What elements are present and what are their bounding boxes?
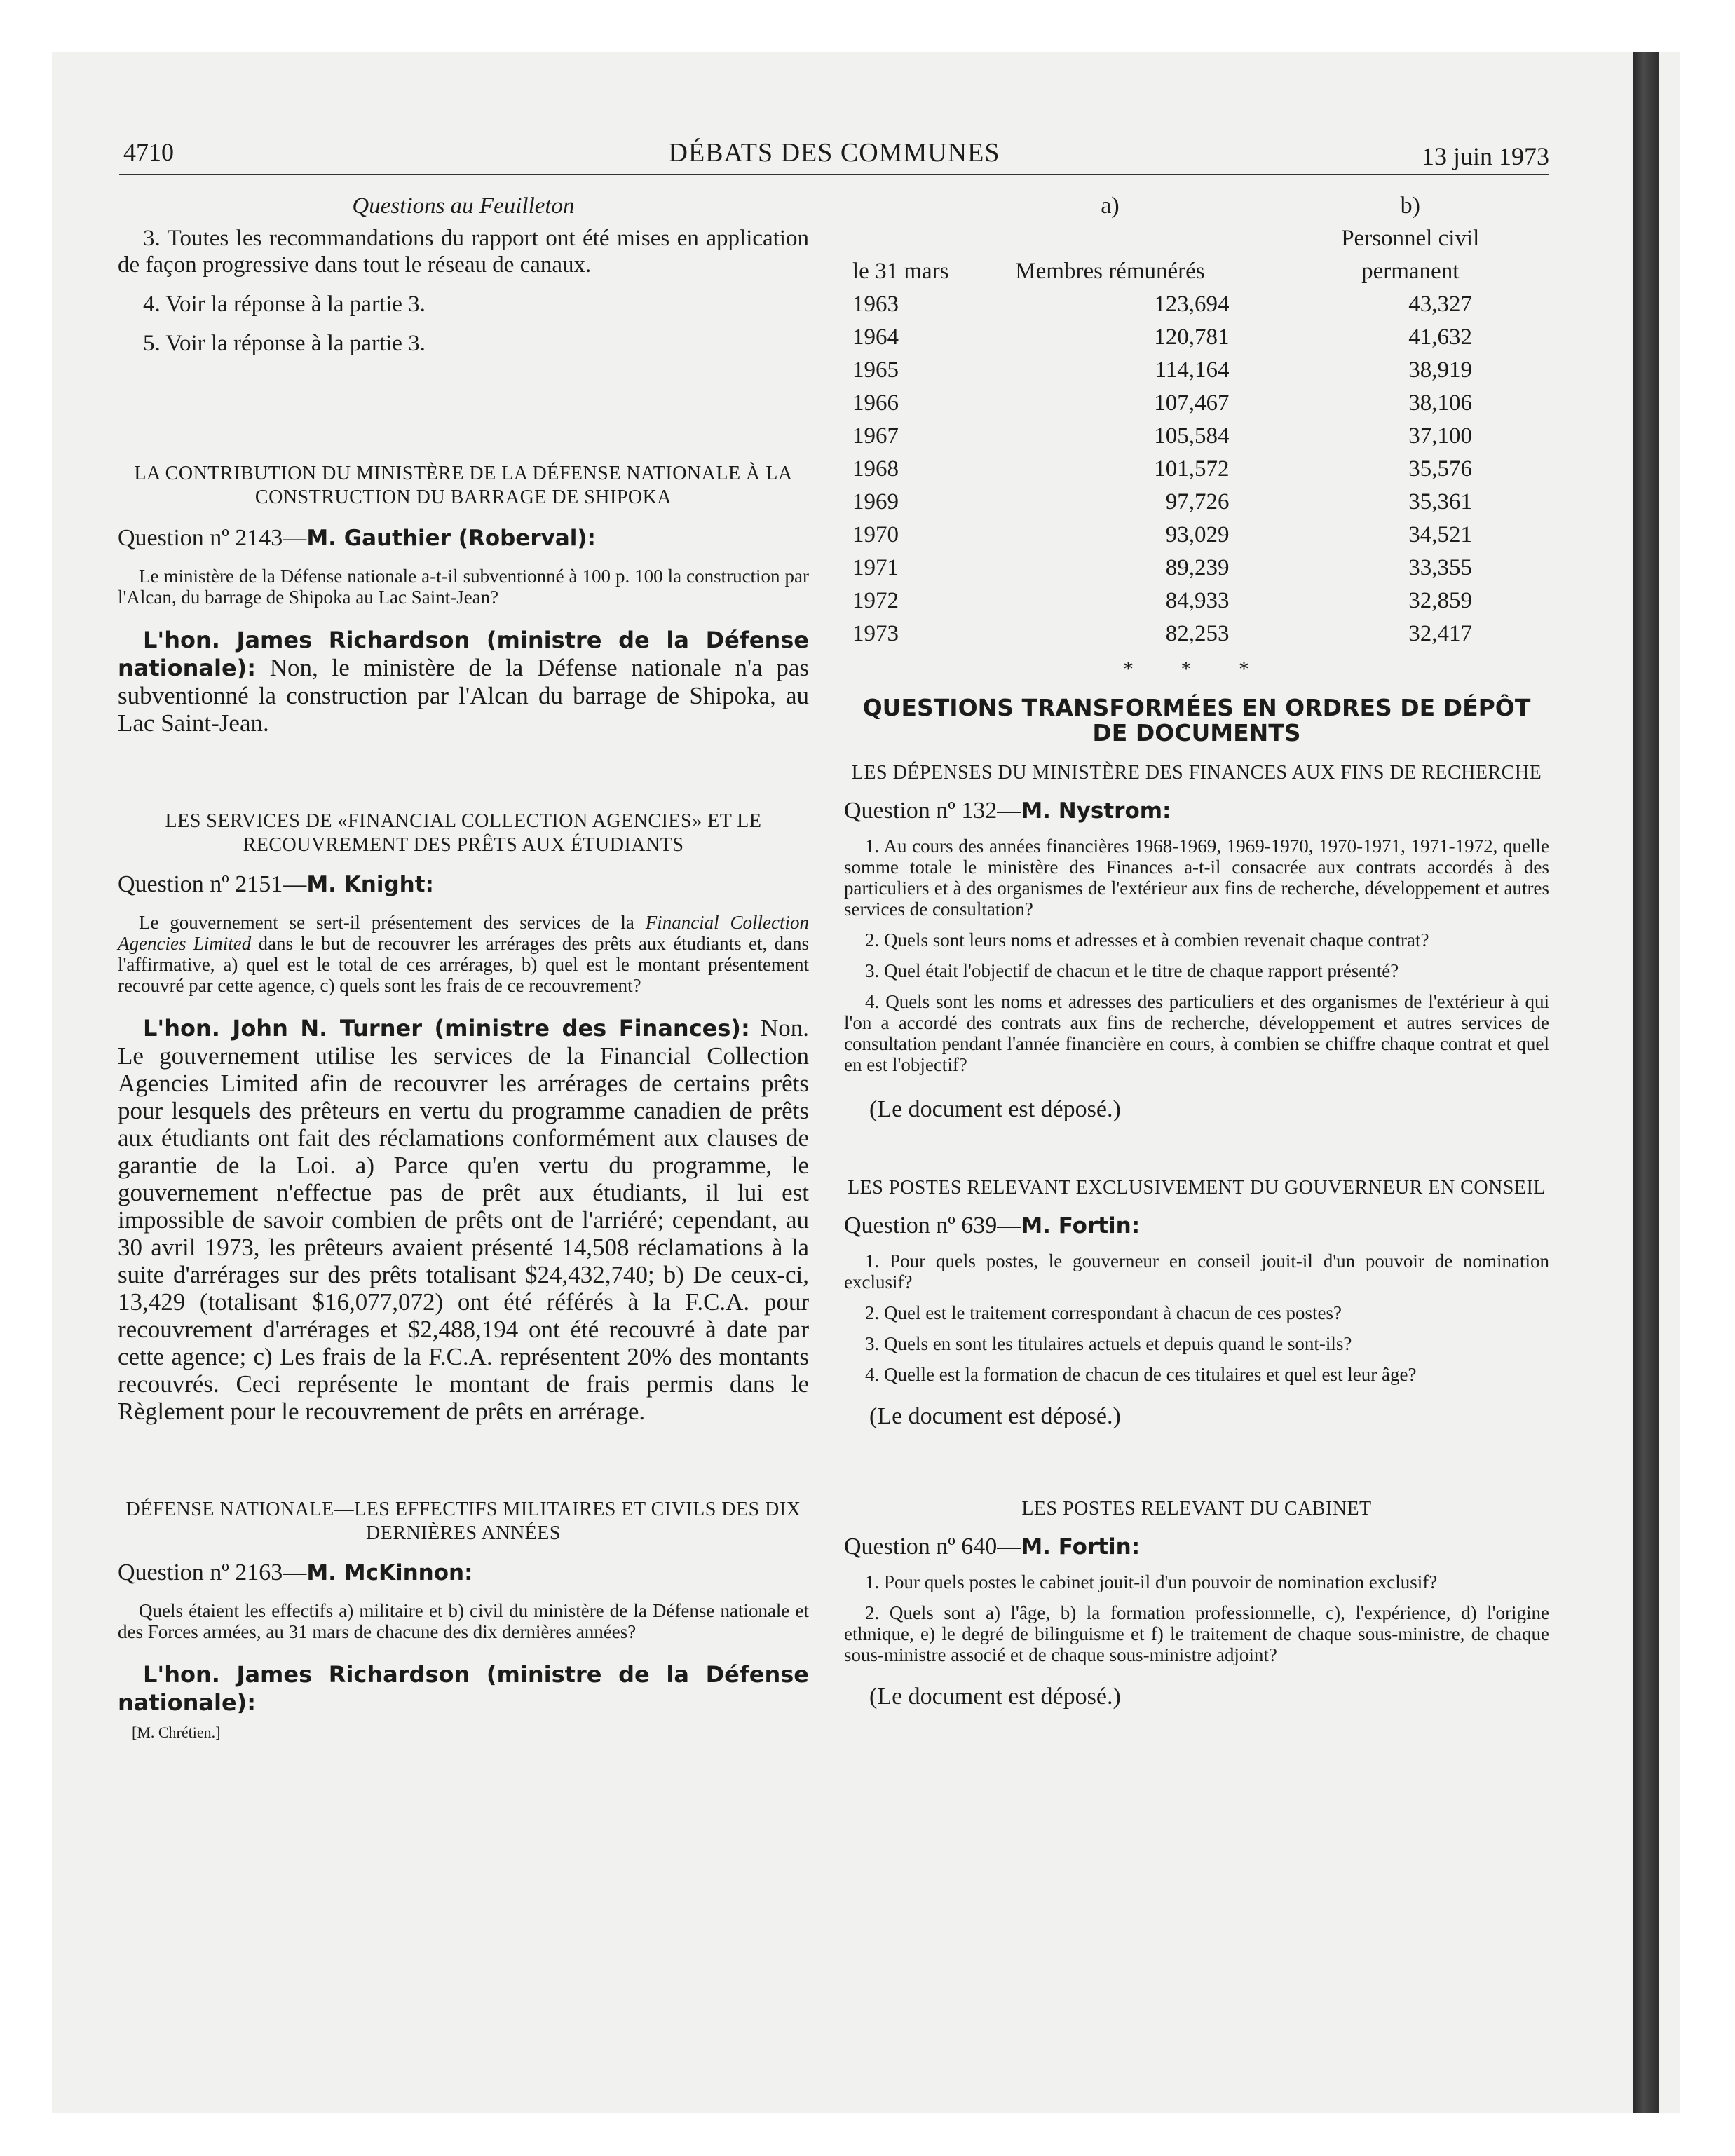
- publication-date: 13 juin 1973: [1421, 142, 1549, 170]
- question-member: M. Fortin:: [1021, 1534, 1141, 1560]
- question-items: [844, 835, 1549, 1075]
- members-paid-cell: 114,164: [1155, 357, 1230, 383]
- question-line: [118, 525, 809, 552]
- question-items: [844, 1571, 1549, 1665]
- question-line: [844, 1213, 1549, 1239]
- question-member: M. Fortin:: [1021, 1213, 1141, 1239]
- table-header-row: [844, 222, 1549, 255]
- table-row: [844, 288, 1549, 321]
- members-paid-cell: 107,467: [1154, 390, 1230, 416]
- members-paid-cell: 93,029: [1165, 522, 1230, 547]
- civilian-staff-cell: 41,632: [1408, 325, 1472, 350]
- page-number: 4710: [123, 138, 174, 166]
- table-row: [844, 519, 1549, 552]
- question-text-part: dans le but de recouvrer les arrérages des prêts aux étudiants et, dans l'affirmative, a) quel est le total de ces arrérages, b) quel est le montant présentement recouvré par cette agence, c) quels sont les frais de ce recouvrement?: [118, 933, 809, 996]
- section-heading: DÉFENSE NATIONALE—LES EFFECTIFS MILITAIRES ET CIVILS DES DIX DERNIÈRES ANNÉES: [125, 1499, 801, 1544]
- year-cell: 1971: [852, 555, 899, 580]
- year-cell: 1970: [852, 522, 899, 547]
- table-column-header: permanent: [1361, 259, 1460, 284]
- answer-text: [118, 626, 809, 737]
- question-number: Question nº 639—: [844, 1213, 1021, 1239]
- question-item: 1. Pour quels postes, le gouverneur en conseil jouit-il d'un pouvoir de nomination exclusif?: [844, 1250, 1549, 1292]
- section-heading: LES DÉPENSES DU MINISTÈRE DES FINANCES AUX FINS DE RECHERCHE: [851, 762, 1542, 784]
- table-column-header: Membres rémunérés: [1015, 259, 1205, 284]
- section-heading: LES POSTES RELEVANT EXCLUSIVEMENT DU GOUVERNEUR EN CONSEIL: [848, 1177, 1546, 1199]
- question-item: 2. Quels sont a) l'âge, b) la formation professionnelle, c), l'expérience, d) l'origine ethnique, e) le degré de bilinguisme et f) le traitement de chaque sous-ministre, de chaque sous-ministre associé et de chaque sous-ministre adjoint?: [844, 1602, 1549, 1665]
- question-line: [844, 1534, 1549, 1560]
- civilian-staff-cell: 35,361: [1408, 489, 1472, 514]
- section-heading: LES SERVICES DE «FINANCIAL COLLECTION AGENCIES» ET LE RECOUVREMENT DES PRÊTS AUX ÉTUDIANTS: [165, 810, 762, 856]
- year-cell: 1969: [852, 489, 899, 514]
- right-column: [844, 189, 1549, 1710]
- table-column-label: a): [1101, 192, 1120, 219]
- question-line: [844, 798, 1549, 824]
- answer-speaker: L'hon. James Richardson (ministre de la Défense nationale):: [118, 1661, 809, 1716]
- question-line: [118, 871, 809, 898]
- members-paid-cell: 97,726: [1165, 489, 1230, 514]
- question-number: Question nº 2143—: [118, 525, 307, 551]
- question-item: 1. Pour quels postes le cabinet jouit-il d'un pouvoir de nomination exclusif?: [865, 1571, 1438, 1592]
- table-column-header: Personnel civil: [1341, 226, 1480, 251]
- question-item: 3. Quels en sont les titulaires actuels et depuis quand le sont-ils?: [865, 1333, 1352, 1354]
- section-heading: LA CONTRIBUTION DU MINISTÈRE DE LA DÉFENSE NATIONALE À LA CONSTRUCTION DU BARRAGE DE SHIPOKA: [134, 463, 793, 508]
- major-heading: QUESTIONS TRANSFORMÉES EN ORDRES DE DÉPÔT DE DOCUMENTS: [862, 694, 1531, 746]
- separator-stars: * * *: [1123, 657, 1270, 681]
- year-cell: 1963: [852, 292, 899, 317]
- members-paid-cell: 82,253: [1165, 621, 1230, 646]
- deposit-note: (Le document est déposé.): [869, 1403, 1121, 1429]
- members-paid-cell: 123,694: [1154, 292, 1230, 317]
- table-row: [844, 453, 1549, 486]
- paragraph: 4. Voir la réponse à la partie 3.: [143, 292, 426, 317]
- civilian-staff-cell: 32,417: [1408, 621, 1472, 646]
- civilian-staff-cell: 32,859: [1408, 588, 1472, 613]
- civilian-staff-cell: 37,100: [1408, 423, 1472, 449]
- civilian-staff-cell: 35,576: [1408, 456, 1472, 482]
- year-cell: 1966: [852, 390, 899, 416]
- members-paid-cell: 120,781: [1154, 325, 1230, 350]
- table-row: [844, 420, 1549, 453]
- paragraph: 5. Voir la réponse à la partie 3.: [143, 331, 426, 356]
- question-item: 2. Quels sont leurs noms et adresses et à combien revenait chaque contrat?: [865, 929, 1429, 950]
- table-row: [844, 552, 1549, 585]
- year-cell: 1972: [852, 588, 899, 613]
- question-member: M. Knight:: [306, 872, 434, 897]
- answer-body: Non, le ministère de la Défense nationale n'a pas subventionné la construction par l'Alcan du barrage de Shipoka, au Lac Saint-Jean.: [118, 654, 809, 737]
- year-cell: 1973: [852, 621, 899, 646]
- deposit-note: (Le document est déposé.): [869, 1684, 1121, 1710]
- table-column-header: le 31 mars: [852, 259, 949, 284]
- page-header: [119, 137, 1549, 175]
- year-cell: 1964: [852, 325, 899, 350]
- question-text-part: Le gouvernement se sert-il présentement des services de la: [139, 912, 646, 933]
- civilian-staff-cell: 34,521: [1408, 522, 1472, 547]
- paragraph: 3. Toutes les recommandations du rapport ont été mises en application de façon progressive dans tout le réseau de canaux.: [118, 226, 809, 278]
- civilian-staff-cell: 38,919: [1408, 357, 1472, 383]
- year-cell: 1967: [852, 423, 899, 449]
- section-heading: LES POSTES RELEVANT DU CABINET: [1021, 1498, 1372, 1520]
- members-paid-cell: 89,239: [1165, 555, 1230, 580]
- answer-text: [118, 1660, 809, 1717]
- table-header-row: [844, 255, 1549, 288]
- staff-table: [844, 189, 1549, 650]
- members-paid-cell: 101,572: [1154, 456, 1230, 482]
- question-number: Question nº 132—: [844, 798, 1021, 824]
- question-line: [118, 1560, 809, 1586]
- question-text: Quels étaient les effectifs a) militaire et b) civil du ministère de la Défense nationale et des Forces armées, au 31 mars de chacune des dix dernières années?: [118, 1600, 809, 1642]
- question-item: 4. Quelle est la formation de chacun de ces titulaires et quel est leur âge?: [865, 1364, 1417, 1385]
- year-cell: 1965: [852, 357, 899, 383]
- table-column-label: b): [1400, 192, 1420, 219]
- answer-speaker: L'hon. James Richardson (ministre de la Défense nationale):: [118, 627, 809, 681]
- question-member: M. McKinnon:: [306, 1560, 473, 1585]
- footer-note: [M. Chrétien.]: [132, 1724, 221, 1741]
- answer-body: Non. Le gouvernement utilise les services de la Financial Collection Agencies Limited afin de recouvrer les arrérages de certains prêts pour lesquels des prêteurs en vertu du programme canadien de prêts aux étudiants ont fait des réclamations conformément aux clauses de garantie de la Loi. a) Parce qu'en vertu du programme, le gouvernement n'effectue pas de prêt aux étudiants, il lui est impossible de savoir combien de prêts ont de l'arriéré; cependant, au 30 avril 1973, les prêteurs avaient présenté 14,508 réclamations à la suite d'arrérages sur des prêts totalisant $24,432,740; b) De ceux-ci, 13,429 (totalisant $16,077,072) ont été référés à la F.C.A. pour recouvrement d'arrérages et $2,488,194 ont été recouvré à date par cette agence; c) Les frais de la F.C.A. représentent 20% des montants recouvrés. Ceci représente le montant de frais permis dans le Règlement pour le recouvrement de prêts en arrérage.: [118, 1014, 809, 1425]
- question-items: [844, 1250, 1549, 1385]
- answer-speaker: L'hon. John N. Turner (ministre des Finances):: [143, 1015, 750, 1042]
- question-item: 3. Quel était l'objectif de chacun et le titre de chaque rapport présenté?: [865, 960, 1399, 981]
- question-member: M. Gauthier (Roberval):: [306, 526, 596, 551]
- civilian-staff-cell: 33,355: [1408, 555, 1472, 580]
- answer-text: [118, 1014, 809, 1425]
- deposit-note: (Le document est déposé.): [869, 1096, 1121, 1122]
- section-title: Questions au Feuilleton: [352, 193, 575, 219]
- question-number: Question nº 640—: [844, 1534, 1021, 1560]
- question-item: 4. Quels sont les noms et adresses des particuliers et des organismes de l'extérieur à qui l'on a accordé des contrats aux fins de recherche, développement et autres services de consultation pendant l'année financière en cours, à combien se chiffre chaque contrat et quel en est l'objectif?: [844, 991, 1549, 1075]
- table-row: [844, 486, 1549, 519]
- members-paid-cell: 105,584: [1154, 423, 1230, 449]
- left-column: [118, 189, 809, 1742]
- publication-title: DÉBATS DES COMMUNES: [668, 138, 1000, 168]
- table-row: [844, 585, 1549, 618]
- question-number: Question nº 2163—: [118, 1560, 307, 1585]
- table-row: [844, 618, 1549, 650]
- members-paid-cell: 84,933: [1165, 588, 1230, 613]
- company-name: Financial Collection Agencies Limited: [118, 912, 809, 954]
- scan-edge: [1633, 52, 1659, 2113]
- question-number: Question nº 2151—: [118, 871, 307, 897]
- table-row: [844, 387, 1549, 420]
- table-row: [844, 321, 1549, 354]
- civilian-staff-cell: 38,106: [1408, 390, 1472, 416]
- question-member: M. Nystrom:: [1021, 798, 1171, 824]
- table-row: [844, 354, 1549, 387]
- question-text: [118, 912, 809, 996]
- question-text: Le ministère de la Défense nationale a-t-il subventionné à 100 p. 100 la construction par l'Alcan, du barrage de Shipoka au Lac Saint-Jean?: [118, 566, 809, 608]
- civilian-staff-cell: 43,327: [1408, 292, 1472, 317]
- year-cell: 1968: [852, 456, 899, 482]
- question-item: 1. Au cours des années financières 1968-1969, 1969-1970, 1970-1971, 1971-1972, quelle somme totale le ministère des Finances a-t-il consacrée aux contrats accordés à des particuliers et à des organismes de l'extérieur aux fins de recherche, développement et autres services de consultation?: [844, 835, 1549, 920]
- table-header-row: [844, 189, 1549, 222]
- question-item: 2. Quel est le traitement correspondant à chacun de ces postes?: [865, 1302, 1342, 1323]
